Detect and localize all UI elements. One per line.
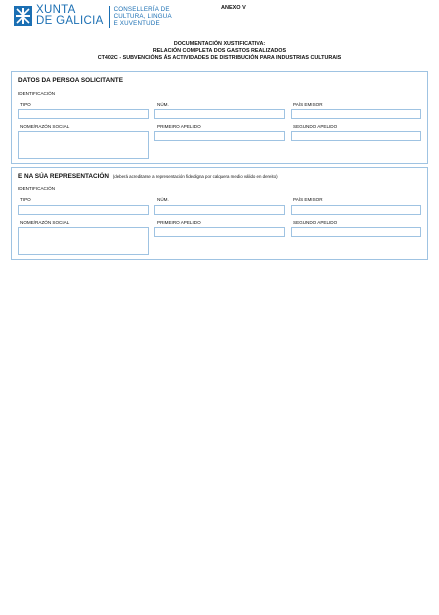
surname1-label: PRIMEIRO APELIDO bbox=[157, 124, 201, 129]
title-line-2: RELACIÓN COMPLETA DOS GASTOS REALIZADOS bbox=[152, 48, 287, 54]
representative-type-field[interactable] bbox=[18, 205, 149, 215]
name-label: NOME/RAZÓN SOCIAL bbox=[20, 220, 70, 225]
document-title bbox=[0, 41, 439, 62]
surname1-label: PRIMEIRO APELIDO bbox=[157, 220, 201, 225]
type-label: TIPO bbox=[20, 102, 31, 107]
country-label: PAÍS EMISOR bbox=[293, 197, 323, 202]
annex-label: ANEXO V bbox=[221, 5, 246, 11]
name-label: NOME/RAZÓN SOCIAL bbox=[20, 124, 70, 129]
number-label: NÚM. bbox=[157, 197, 169, 202]
representative-number-field[interactable] bbox=[154, 205, 285, 215]
title-line-3: CT402C - SUBVENCIÓNS ÁS ACTIVIDADES DE DISTRIBUCIÓN PARA INDUSTRIAS CULTURAIS bbox=[97, 55, 342, 61]
dept-line-3: E XUVENTUDE bbox=[113, 20, 160, 27]
representative-note: (deberá acreditarse a representación fidedigna por calquera medio válido en dereito) bbox=[112, 174, 278, 179]
section-title-representative bbox=[18, 173, 278, 180]
logo-divider bbox=[109, 6, 110, 28]
galicia-emblem-icon bbox=[14, 6, 32, 26]
org-name-line-2: DE GALICIA bbox=[36, 15, 104, 27]
applicant-section bbox=[11, 71, 428, 164]
org-name-line-1: XUNTA bbox=[36, 4, 76, 16]
section-title-applicant: DATOS DA PERSOA SOLICITANTE bbox=[18, 77, 123, 84]
applicant-surname2-field[interactable] bbox=[291, 131, 421, 141]
title-line-1: DOCUMENTACIÓN XUSTIFICATIVA: bbox=[173, 41, 266, 47]
surname2-label: SEGUNDO APELIDO bbox=[293, 220, 338, 225]
dept-line-2: CULTURA, LINGUA bbox=[113, 13, 172, 20]
applicant-country-field[interactable] bbox=[291, 109, 421, 119]
organization-name bbox=[36, 5, 104, 27]
representative-country-field[interactable] bbox=[291, 205, 421, 215]
type-label: TIPO bbox=[20, 197, 31, 202]
applicant-surname1-field[interactable] bbox=[154, 131, 285, 141]
representative-surname1-field[interactable] bbox=[154, 227, 285, 237]
number-label: NÚM. bbox=[157, 102, 169, 107]
applicant-name-field[interactable] bbox=[18, 131, 149, 159]
representative-section bbox=[11, 167, 428, 260]
representative-title-text: E NA SÚA REPRESENTACIÓN bbox=[18, 173, 110, 180]
xunta-logo bbox=[14, 5, 172, 29]
representative-surname2-field[interactable] bbox=[291, 227, 421, 237]
dept-line-1: CONSELLERÍA DE bbox=[113, 6, 170, 13]
identification-heading: IDENTIFICACIÓN bbox=[18, 186, 56, 191]
country-label: PAÍS EMISOR bbox=[293, 102, 323, 107]
representative-name-field[interactable] bbox=[18, 227, 149, 255]
applicant-number-field[interactable] bbox=[154, 109, 285, 119]
department-name bbox=[114, 6, 172, 27]
applicant-type-field[interactable] bbox=[18, 109, 149, 119]
surname2-label: SEGUNDO APELIDO bbox=[293, 124, 338, 129]
identification-heading: IDENTIFICACIÓN bbox=[18, 91, 56, 96]
